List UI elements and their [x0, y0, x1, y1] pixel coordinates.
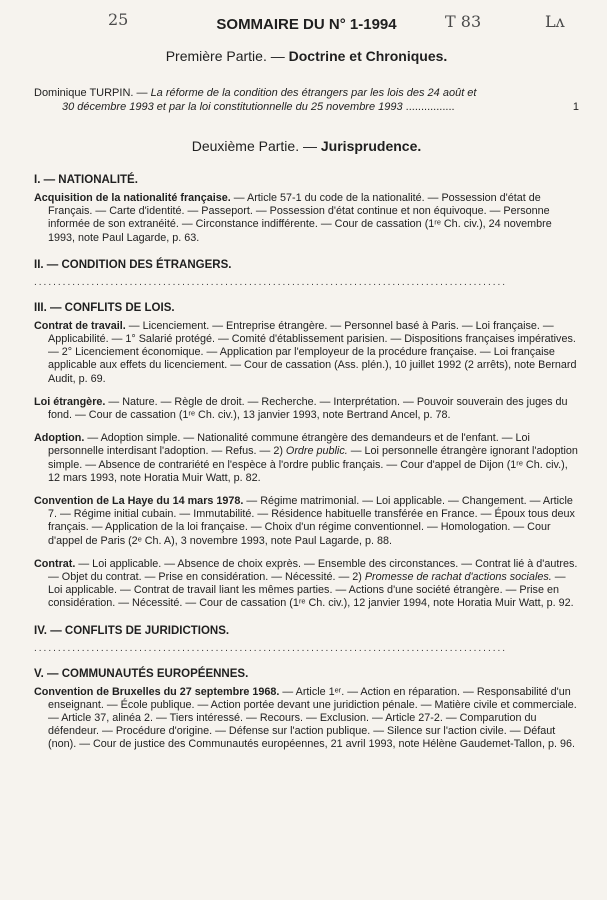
entry-loi-etrangere-head: Loi étrangère. [34, 395, 106, 408]
part-two-heading [34, 138, 579, 154]
entry-adoption-body-a: — Adoption simple. — Nationalité commune étrangère des demandeurs et de l'enfant. — Loi personnelle interdisant l'adoption. — Refus. — 2) [48, 432, 530, 458]
section-nationalite: I. — NATIONALITÉ. [34, 174, 138, 186]
entry-convention-bruxelles [34, 686, 579, 752]
entry-adoption-body-b: — Loi personnelle étrangère ignorant l'adoption simple. — Absence de contrariété en l'espèce à l'ordre public français. — Cour d'appel de Dijon (1ʳᵉ Ch. civ.), 12 mars 1993, note Horatia Muir Watt, p. 82. [48, 445, 578, 484]
entry-contrat [34, 558, 579, 611]
entry-contrat-travail-head: Contrat de travail. [34, 319, 126, 332]
part-two-prefix: Deuxième Partie. — [191, 138, 321, 154]
entry-acquisition-body: — Article 57-1 du code de la nationalité. — Possession d'état de Français. — Carte d'identité. — Passeport. — Possession d'état continue et non équivoque. — Personne informée de son extranéité. — Circonstance indifférente. — Cour de cassation (1ʳᵉ Ch. civ.), 24 novembre 1993, note Paul Lagarde, p. 63. [48, 192, 552, 244]
doctrine-author: Dominique TURPIN. — [34, 87, 148, 99]
entry-adoption-head: Adoption. [34, 432, 85, 445]
entry-loi-etrangere-body: — Nature. — Règle de droit. — Recherche. — Interprétation. — Pouvoir souverain des juges du fond. — Cour de cassation (1ʳᵉ Ch. civ.), 13 janvier 1993, note Bertrand Ancel, p. 78. [48, 395, 568, 422]
entry-convention-bruxelles-head: Convention de Bruxelles du 27 septembre 1968. [34, 685, 280, 698]
entry-contrat-italic: Promesse de rachat d'actions sociales. [364, 571, 552, 584]
entry-contrat-head: Contrat. [34, 557, 76, 570]
section-communautes: V. — COMMUNAUTÉS EUROPÉENNES. [34, 667, 249, 680]
section-condition-etrangers: II. — CONDITION DES ÉTRANGERS. [34, 258, 232, 271]
entry-contrat-body-a: — Loi applicable. — Absence de choix exprès. — Ensemble des circonstances. — Contrat lié à d'autres. — Objet du contrat. — Prise en considération. — Nécessité. — 2) [48, 557, 578, 584]
doctrine-title-1: La réforme de la condition des étrangers par les lois des 24 août et [150, 87, 477, 99]
summary-page [34, 14, 579, 762]
handwritten-mark: Lʌ [545, 12, 565, 31]
doctrine-line-1 [34, 86, 579, 100]
doctrine-leader: ................ [402, 101, 455, 113]
part-one-heading [34, 48, 579, 64]
entry-convention-haye [34, 495, 579, 548]
entry-adoption [34, 432, 579, 485]
entry-convention-bruxelles-body: — Article 1ᵉʳ. — Action en réparation. — Responsabilité d'un enseignant. — École publique. — Action portée devant une juridiction pénale. — Matière civile et commerciale. — Article 37, alinéa 2. — Tiers intéressé. — Recours. — Exclusion. — Article 27-2. — Comparution du défendeur. — Procédure d'origine. — Défense sur l'action publique. — Silence sur l'action civile. — Défaut (non). — Cour de justice des Communautés européennes, 21 avril 1993, note Hélène Gaudemet-Tallon, p. 96. [48, 685, 577, 751]
part-two-label: Jurisprudence. [320, 138, 422, 154]
handwritten-number: 25 [108, 10, 129, 29]
entry-contrat-travail-body: — Licenciement. — Entreprise étrangère. — Personnel basé à Paris. — Loi française. — Applicabilité. — 1° Salarié protégé. — Comité d'établissement parisien. — Dispositions françaises impératives. — 2° Licenciement économique. — Application par l'employeur de la procédure française. — Loi française applicable aux effets du licenciement. — Cour de cassation (Ass. plén.), 10 juillet 1992 (2 arrêts), note Bernard Audit, p. 69. [48, 319, 577, 385]
entry-adoption-italic: Ordre public. [285, 445, 348, 458]
dotted-leader: ................................................................................................... [34, 276, 508, 288]
part-one-prefix: Première Partie. — [165, 48, 289, 64]
doctrine-line-2 [34, 100, 579, 114]
doctrine-title-2: 30 décembre 1993 et par la loi constitutionnelle du 25 novembre 1993 [62, 101, 403, 113]
section-conflits-lois: III. — CONFLITS DE LOIS. [34, 301, 175, 314]
entry-convention-haye-head: Convention de La Haye du 14 mars 1978. [34, 495, 244, 508]
entry-convention-haye-body: — Régime matrimonial. — Loi applicable. — Changement. — Article 7. — Régime initial cubain. — Immutabilité. — Résidence habituelle transférée en France. — Époux tous deux français. — Application de la loi française. — Choix d'un régime conventionnel. — Homologation. — Cour d'appel de Paris (2ᵉ Ch. A), 3 novembre 1993, note Paul Lagarde, p. 88. [48, 495, 575, 547]
page-title: SOMMAIRE DU N° 1-1994 [216, 16, 397, 33]
entry-contrat-body-b: — Loi applicable. — Contrat de travail liant les mêmes parties. — Actions d'une société étrangère. — Prise en considération. — Nécessité. — Cour de cassation (1ʳᵉ Ch. civ.), 12 janvier 1994, note Horatia Muir Watt, p. 92. [48, 571, 574, 610]
entry-loi-etrangere [34, 396, 579, 422]
entry-acquisition-head: Acquisition de la nationalité française. [34, 192, 231, 204]
part-one-label: Doctrine et Chroniques. [288, 48, 448, 64]
dotted-leader-2: ................................................................................................... [34, 642, 508, 654]
entry-acquisition [34, 192, 579, 245]
section-conflits-juridictions: IV. — CONFLITS DE JURIDICTIONS. [34, 624, 230, 637]
doctrine-page: 1 [572, 101, 579, 113]
entry-contrat-travail [34, 320, 579, 386]
doctrine-entry [34, 86, 579, 114]
handwritten-code: T 83 [445, 12, 482, 31]
